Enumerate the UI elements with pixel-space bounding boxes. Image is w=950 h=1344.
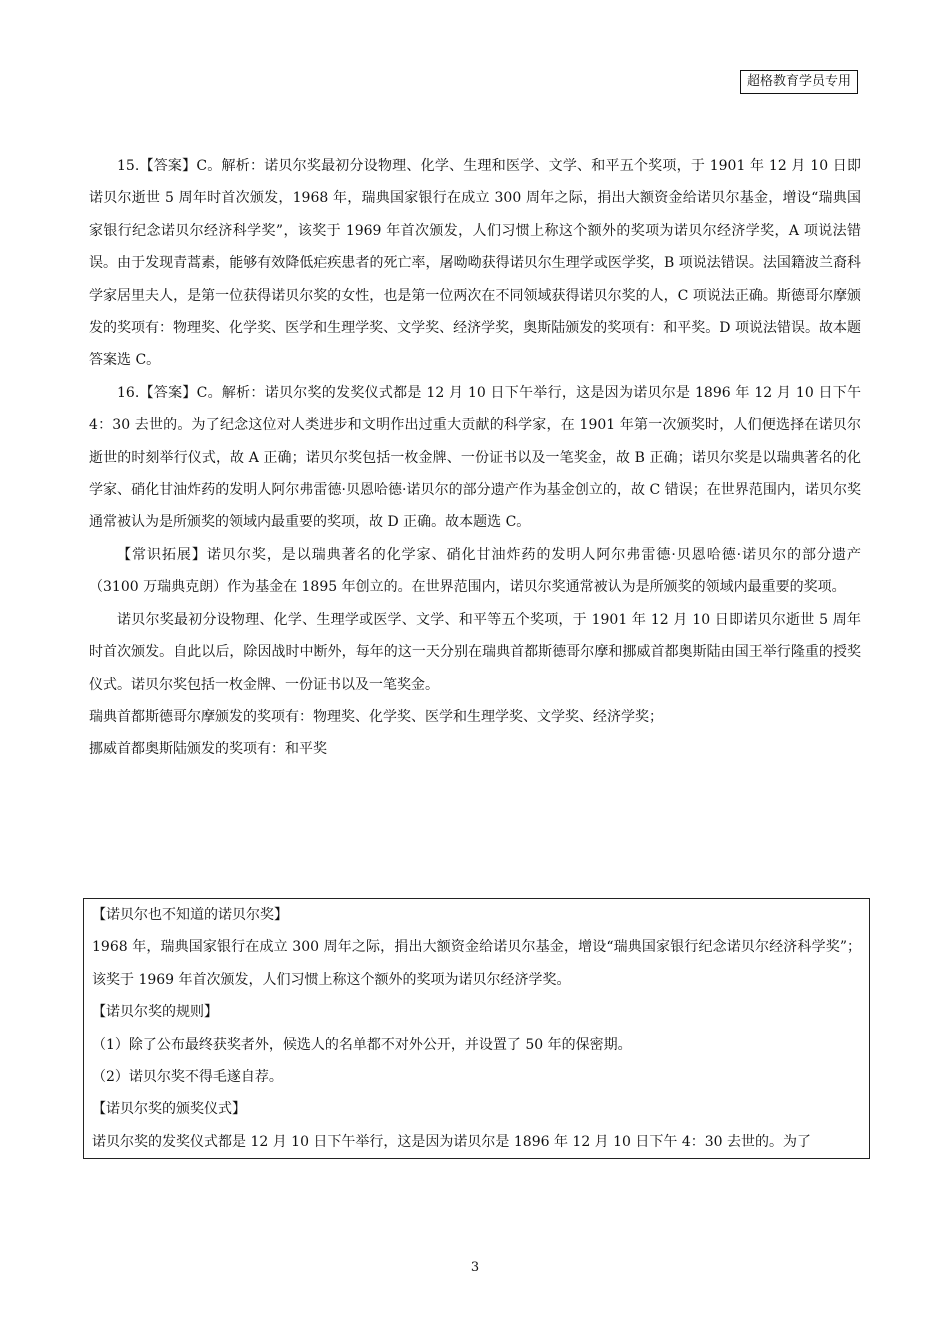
- knowledge-extension: 【常识拓展】诺贝尔奖，是以瑞典著名的化学家、硝化甘油炸药的发明人阿尔弗雷德·贝恩哈德·诺贝尔的部分遗产（3100 万瑞典克朗）作为基金在 1895 年创立的。在世界范围内，诺贝尔奖通常被认为是所颁奖的领域内最重要的奖项。: [89, 546, 861, 596]
- page-number: 3: [470, 1260, 480, 1275]
- box-title-unknown: 【诺贝尔也不知道的诺贝尔奖】: [92, 907, 288, 923]
- box-rule-1: （1）除了公布最终获奖者外，候选人的名单都不对外公开，并设置了 50 年的保密期。: [92, 1036, 632, 1053]
- stockholm-awards: 瑞典首都斯德哥尔摩颁发的奖项有：物理奖、化学奖、医学和生理学奖、文学奖、经济学奖；: [89, 708, 663, 725]
- box-rule-2: （2）诺贝尔奖不得毛遂自荐。: [92, 1069, 283, 1086]
- oslo-awards: 挪威首都奥斯陆颁发的奖项有：和平奖: [89, 741, 327, 758]
- info-box: [83, 898, 870, 1159]
- box-ceremony-text: 诺贝尔奖的发奖仪式都是 12 月 10 日下午举行，这是因为诺贝尔是 1896 年 12 月 10 日下午 4：30 去世的。为了: [92, 1133, 812, 1150]
- answer-content: [89, 150, 861, 766]
- answer-16: 16.【答案】C。解析：诺贝尔奖的发奖仪式都是 12 月 10 日下午举行，这是因为诺贝尔是 1896 年 12 月 10 日下午 4：30 去世的。为了纪念这位对人类进步和文明作出过重大贡献的科学家，在 1901 年第一次颁奖时，人们便选择在诺贝尔逝世的时刻举行仪式，故 A 正确；诺贝尔奖包括一枚金牌、一份证书以及一笔奖金，故 B 正确；诺贝尔奖是以瑞典著名的化学家、硝化甘油炸药的发明人阿尔弗雷德·贝恩哈德·诺贝尔的部分遗产作为基金创立的，故 C 错误；在世界范围内，诺贝尔奖通常被认为是所颁奖的领域内最重要的奖项，故 D 正确。故本题选 C。: [89, 384, 861, 531]
- box-title-ceremony: 【诺贝尔奖的颁奖仪式】: [92, 1101, 246, 1118]
- answer-15: 15.【答案】C。解析：诺贝尔奖最初分设物理、化学、生理和医学、文学、和平五个奖项，于 1901 年 12 月 10 日即诺贝尔逝世 5 周年时首次颁发，1968 年，瑞典国家银行在成立 300 周年之际，捐出大额资金给诺贝尔基金，增设“瑞典国家银行纪念诺贝尔经济科学奖”，该奖于 1969 年首次颁发，人们习惯上称这个额外的奖项为诺贝尔经济学奖，A 项说法错误。由于发现青蒿素，能够有效降低疟疾患者的死亡率，屠呦呦获得诺贝尔生理学或医学奖，B 项说法错误。法国籍波兰裔科学家居里夫人，是第一位获得诺贝尔奖的女性，也是第一位两次在不同领域获得诺贝尔奖的人，C 项说法正确。斯德哥尔摩颁发的奖项有：物理奖、化学奖、医学和生理学奖、文学奖、经济学奖，奥斯陆颁发的奖项有：和平奖。D 项说法错误。故本题答案选 C。: [89, 158, 861, 369]
- header-stamp: 超格教育学员专用: [740, 70, 858, 94]
- nobel-history: 诺贝尔奖最初分设物理、化学、生理学或医学、文学、和平等五个奖项，于 1901 年 12 月 10 日即诺贝尔逝世 5 周年时首次颁发。自此以后，除因战时中断外，每年的这一天分别在瑞典首都斯德哥尔摩和挪威首都奥斯陆由国王举行隆重的授奖仪式。诺贝尔奖包括一枚金牌、一份证书以及一笔奖金。: [89, 611, 861, 693]
- box-title-rules: 【诺贝尔奖的规则】: [92, 1004, 218, 1021]
- box-unknown-text: 1968 年，瑞典国家银行在成立 300 周年之际，捐出大额资金给诺贝尔基金，增设“瑞典国家银行纪念诺贝尔经济科学奖”； 该奖于 1969 年首次颁发，人们习惯上称这个额外的奖项为诺贝尔经济学奖。: [92, 939, 861, 988]
